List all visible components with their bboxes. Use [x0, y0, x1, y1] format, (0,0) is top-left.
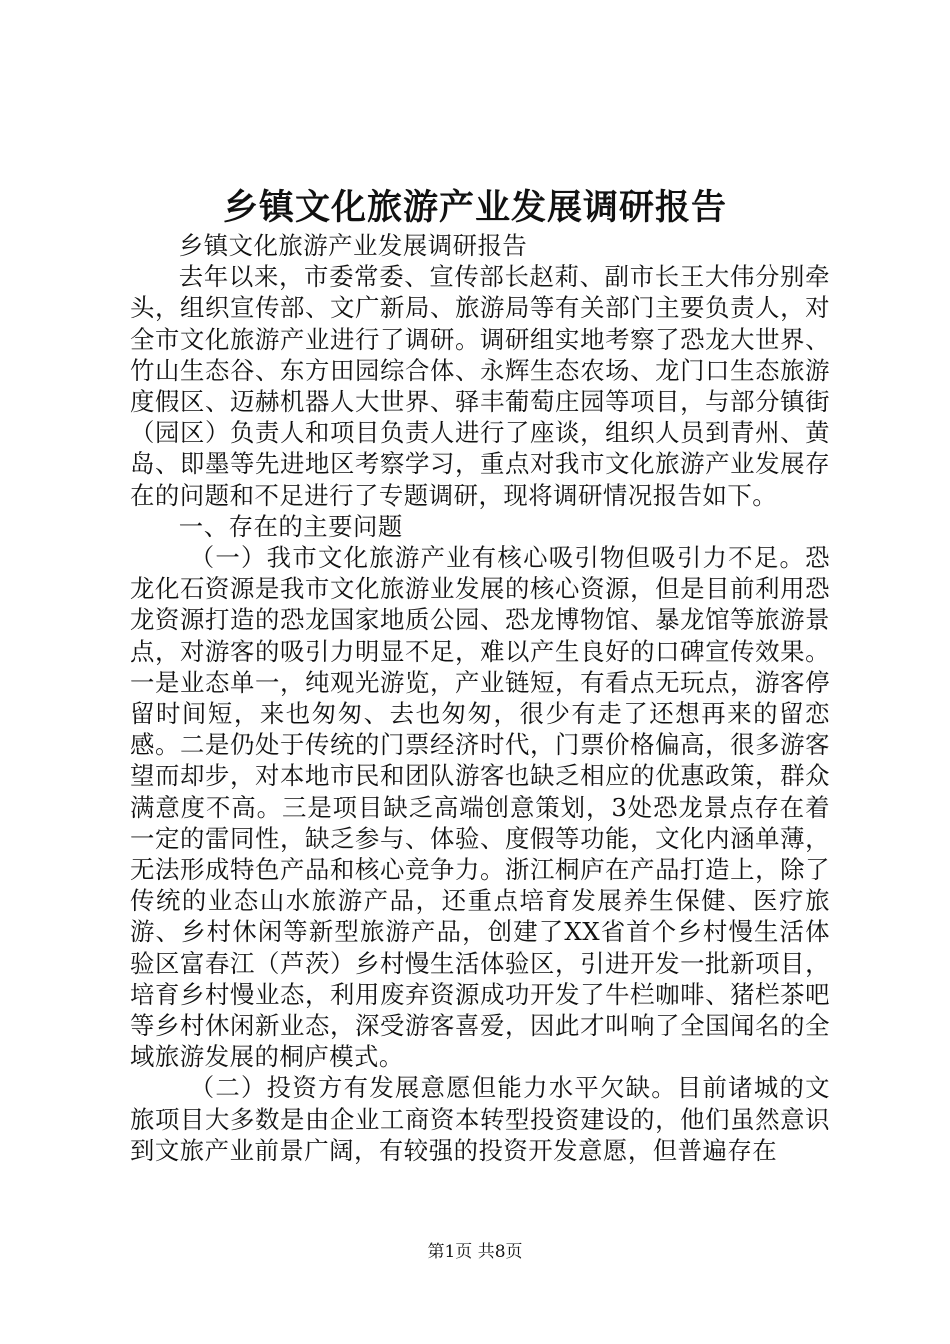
section-heading: 一、存在的主要问题: [178, 511, 403, 541]
document-title: 乡镇文化旅游产业发展调研报告: [222, 187, 727, 228]
document-body: [130, 230, 830, 1166]
paragraph-subtitle: 乡镇文化旅游产业发展调研报告: [178, 231, 528, 260]
paragraph-problem-2: （二）投资方有发展意愿但能力水平欠缺。目前诸城的文旅项目大多数是由企业工商资本转型投资建设的，他们虽然意识到文旅产业前景广阔，有较强的投资开发意愿，但普遍存在: [130, 1073, 830, 1165]
paragraph-intro: 去年以来，市委常委、宣传部长赵莉、副市长王大伟分别牵头，组织宣传部、文广新局、旅游局等有关部门主要负责人，对全市文化旅游产业进行了调研。调研组实地考察了恐龙大世界、竹山生态谷、东方田园综合体、永辉生态农场、龙门口生态旅游度假区、迈赫机器人大世界、驿丰葡萄庄园等项目，与部分镇街（园区）负责人和项目负责人进行了座谈，组织人员到青州、黄岛、即墨等先进地区考察学习，重点对我市文化旅游产业发展存在的问题和不足进行了专题调研，现将调研情况报告如下。: [130, 262, 830, 510]
paragraph-problem-1: （一）我市文化旅游产业有核心吸引物但吸引力不足。恐龙化石资源是我市文化旅游业发展的核心资源，但是目前利用恐龙资源打造的恐龙国家地质公园、恐龙博物馆、暴龙馆等旅游景点，对游客的吸引力明显不足，难以产生良好的口碑宣传效果。一是业态单一，纯观光游览，产业链短，有看点无玩点，游客停留时间短，来也匆匆、去也匆匆，很少有走了还想再来的留恋感。二是仍处于传统的门票经济时代，门票价格偏高，很多游客望而却步，对本地市民和团队游客也缺乏相应的优惠政策，群众满意度不高。三是项目缺乏高端创意策划，3处恐龙景点存在着一定的雷同性，缺乏参与、体验、度假等功能，文化内涵单薄，无法形成特色产品和核心竞争力。浙江桐庐在产品打造上，除了传统的业态山水旅游产品，还重点培育发展养生保健、医疗旅游、乡村休闲等新型旅游产品，创建了XX省首个乡村慢生活体验区富春江（芦茨）乡村慢生活体验区，引进开发一批新项目，培育乡村慢业态，利用废弃资源成功开发了牛栏咖啡、猪栏茶吧等乡村休闲新业态，深受游客喜爱，因此才叫响了全国闻名的全域旅游发展的桐庐模式。: [130, 543, 830, 1072]
page-number: 第1页 共8页: [427, 1242, 523, 1262]
